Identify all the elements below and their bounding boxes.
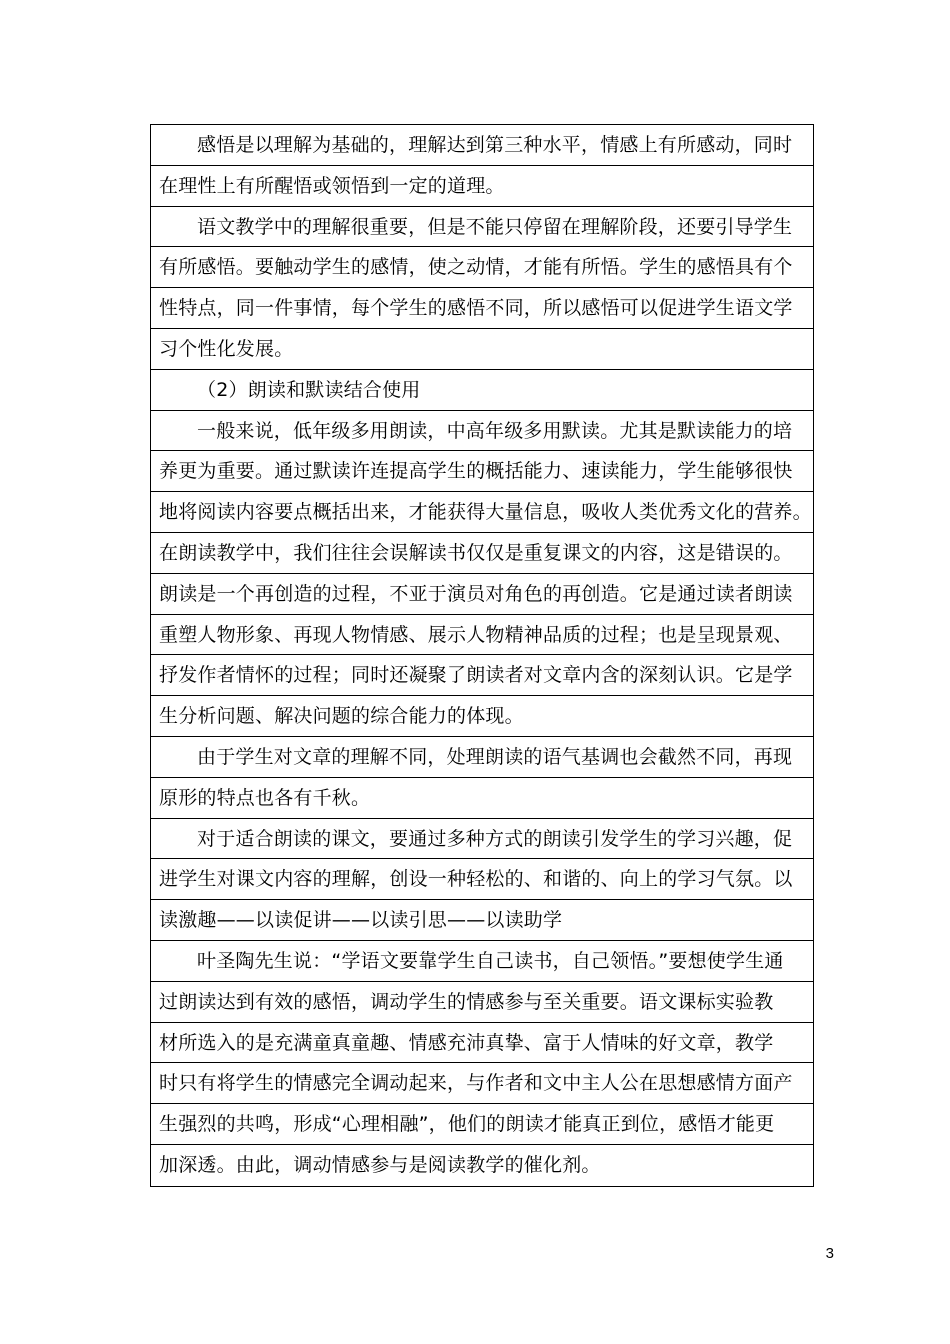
text-line: 重塑人物形象、再现人物情感、展示人物精神品质的过程；也是呈现景观、 — [151, 615, 813, 656]
text-line: 过朗读达到有效的感悟，调动学生的情感参与至关重要。语文课标实验教 — [151, 982, 813, 1023]
text-line: 生强烈的共鸣，形成“心理相融”，他们的朗读才能真正到位，感悟才能更 — [151, 1104, 813, 1145]
text-line: 性特点，同一件事情，每个学生的感悟不同，所以感悟可以促进学生语文学 — [151, 288, 813, 329]
text-line: （2）朗读和默读结合使用 — [151, 370, 813, 411]
text-line: 有所感悟。要触动学生的感情，使之动情，才能有所悟。学生的感悟具有个 — [151, 247, 813, 288]
text-line: 叶圣陶先生说：“学语文要靠学生自己读书，自己领悟。”要想使学生通 — [151, 941, 813, 982]
text-line: 地将阅读内容要点概括出来，才能获得大量信息，吸收人类优秀文化的营养。 — [151, 492, 813, 533]
text-line: 生分析问题、解决问题的综合能力的体现。 — [151, 696, 813, 737]
text-line: 养更为重要。通过默读许连提高学生的概括能力、速读能力，学生能够很快 — [151, 451, 813, 492]
text-line: 在理性上有所醒悟或领悟到一定的道理。 — [151, 166, 813, 207]
text-table — [150, 124, 814, 1187]
text-line: 习个性化发展。 — [151, 329, 813, 370]
text-line: 时只有将学生的情感完全调动起来，与作者和文中主人公在思想感情方面产 — [151, 1063, 813, 1104]
text-line: 进学生对课文内容的理解，创设一种轻松的、和谐的、向上的学习气氛。以 — [151, 859, 813, 900]
text-line: 原形的特点也各有千秋。 — [151, 778, 813, 819]
text-line: 一般来说，低年级多用朗读，中高年级多用默读。尤其是默读能力的培 — [151, 411, 813, 452]
text-line: 读激趣——以读促讲——以读引思——以读助学 — [151, 900, 813, 941]
text-line: 抒发作者情怀的过程；同时还凝聚了朗读者对文章内含的深刻认识。它是学 — [151, 655, 813, 696]
page-number: 3 — [825, 1245, 834, 1262]
text-line: 加深透。由此，调动情感参与是阅读教学的催化剂。 — [159, 1153, 601, 1176]
text-line: 感悟是以理解为基础的，理解达到第三种水平，情感上有所感动，同时 — [151, 125, 813, 166]
text-line: 材所选入的是充满童真童趣、情感充沛真挚、富于人情味的好文章，教学 — [151, 1023, 813, 1064]
text-line: 对于适合朗读的课文，要通过多种方式的朗读引发学生的学习兴趣，促 — [151, 819, 813, 860]
text-line: 朗读是一个再创造的过程，不亚于演员对角色的再创造。它是通过读者朗读 — [151, 574, 813, 615]
text-line: 由于学生对文章的理解不同，处理朗读的语气基调也会截然不同，再现 — [151, 737, 813, 778]
text-line: 在朗读教学中，我们往往会误解读书仅仅是重复课文的内容，这是错误的。 — [151, 533, 813, 574]
text-line: 语文教学中的理解很重要，但是不能只停留在理解阶段，还要引导学生 — [151, 207, 813, 248]
